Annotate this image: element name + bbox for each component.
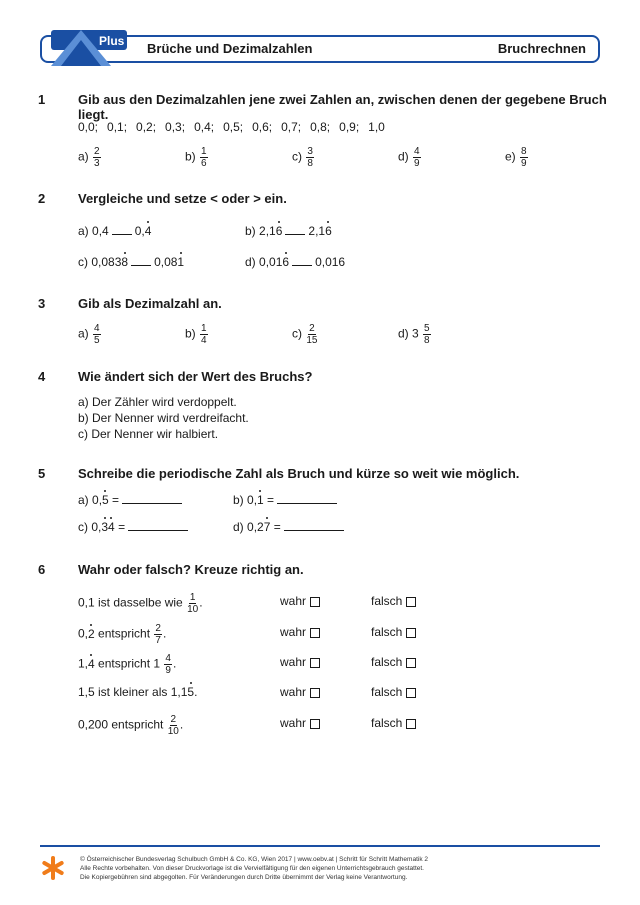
false-option[interactable]: falsch (371, 685, 416, 699)
statement: 0,2 entspricht $\frac{2}{7}$ . (78, 623, 167, 646)
footer-divider (40, 845, 600, 847)
false-checkbox[interactable] (406, 628, 416, 638)
false-option[interactable]: falsch (371, 655, 416, 669)
true-option[interactable]: wahr (280, 716, 320, 730)
task1-item: c) $\frac{3}{8}$ (292, 146, 313, 169)
plus-logo (45, 28, 129, 68)
topic-label: Bruchrechnen (497, 41, 586, 56)
false-checkbox[interactable] (406, 719, 416, 729)
period-item-a: a) 0,5 = (78, 493, 182, 507)
true-checkbox[interactable] (310, 658, 320, 668)
true-option[interactable]: wahr (280, 655, 320, 669)
logo-text: Plus (99, 34, 125, 48)
true-option[interactable]: wahr (280, 594, 320, 608)
true-checkbox[interactable] (310, 628, 320, 638)
statement: 1,4 entspricht 1 $\frac{4}{9}$ . (78, 653, 177, 676)
true-checkbox[interactable] (310, 688, 320, 698)
list-item: b) Der Nenner wird verdreifacht. (78, 411, 249, 425)
compare-item-b: b) 2,16 2,16 (245, 224, 332, 238)
task-number: 3 (38, 296, 46, 311)
task1-item: d) $\frac{4}{9}$ (398, 146, 420, 169)
task-number: 4 (38, 369, 46, 384)
true-option[interactable]: wahr (280, 685, 320, 699)
period-item-d: d) 0,27 = (233, 520, 344, 534)
task1-item: a) $\frac{2}{3}$ (78, 146, 100, 169)
statement: 1,5 ist kleiner als 1,15. (78, 685, 198, 699)
true-checkbox[interactable] (310, 597, 320, 607)
false-checkbox[interactable] (406, 597, 416, 607)
task-question: Wahr oder falsch? Kreuze richtig an. (78, 562, 304, 577)
task-number: 5 (38, 466, 46, 481)
page-title: Brüche und Dezimalzahlen (147, 41, 313, 56)
statement: 0,200 entspricht $\frac{2}{10}$ . (78, 714, 184, 737)
compare-item-c: c) 0,0838 0,081 (78, 255, 185, 269)
footer-text: © Österreichischer Bundesverlag Schulbuch GmbH & Co. KG, Wien 2017 | www.oebv.at | Schritt für Schritt Mathematik 2 Alle Rechte vorbehalten. Von dieser Druckvorlage ist die Vervielfältigung für den eigenen Unterrichtsgebrauch gestattet. Die Kopiergebühren sind abgegolten. Für Veränderungen durch Dritte übernimmt der Verlag keine Verantwortung. (80, 856, 428, 881)
task3-item: d) 3 $\frac{5}{8}$ (398, 323, 430, 346)
task3-item: a) $\frac{4}{5}$ (78, 323, 100, 346)
task1-item: e) $\frac{8}{9}$ (505, 146, 527, 169)
period-item-b: b) 0,1 = (233, 493, 337, 507)
task-number: 6 (38, 562, 46, 577)
task-number: 1 (38, 92, 46, 107)
task-question: Gib aus den Dezimalzahlen jene zwei Zahlen an, zwischen denen der gegebene Bruch liegt. (78, 92, 607, 122)
compare-item-d: d) 0,016 0,016 (245, 255, 346, 269)
publisher-star-icon (40, 855, 66, 881)
compare-item-a: a) 0,4 0,4 (78, 224, 152, 238)
decimal-list: 0,0; 0,1; 0,2; 0,3; 0,4; 0,5; 0,6; 0,7; 0,8; 0,9; 1,0 (78, 120, 385, 134)
task-question: Gib als Dezimalzahl an. (78, 296, 222, 311)
task-question: Wie ändert sich der Wert des Bruchs? (78, 369, 313, 384)
false-checkbox[interactable] (406, 658, 416, 668)
false-checkbox[interactable] (406, 688, 416, 698)
false-option[interactable]: falsch (371, 716, 416, 730)
task3-item: b) $\frac{1}{4}$ (185, 323, 207, 346)
list-item: c) Der Nenner wir halbiert. (78, 427, 219, 441)
task-question: Schreibe die periodische Zahl als Bruch und kürze so weit wie möglich. (78, 466, 520, 481)
task1-item: b) $\frac{1}{6}$ (185, 146, 207, 169)
task-number: 2 (38, 191, 46, 206)
period-item-c: c) 0,34 = (78, 520, 188, 534)
list-item: a) Der Zähler wird verdoppelt. (78, 395, 237, 409)
true-option[interactable]: wahr (280, 625, 320, 639)
false-option[interactable]: falsch (371, 594, 416, 608)
false-option[interactable]: falsch (371, 625, 416, 639)
true-checkbox[interactable] (310, 719, 320, 729)
task-question: Vergleiche und setze < oder > ein. (78, 191, 287, 206)
statement: 0,1 ist dasselbe wie $\frac{1}{10}$ . (78, 592, 203, 615)
task3-item: c) $\frac{2}{15}$ (292, 323, 318, 346)
